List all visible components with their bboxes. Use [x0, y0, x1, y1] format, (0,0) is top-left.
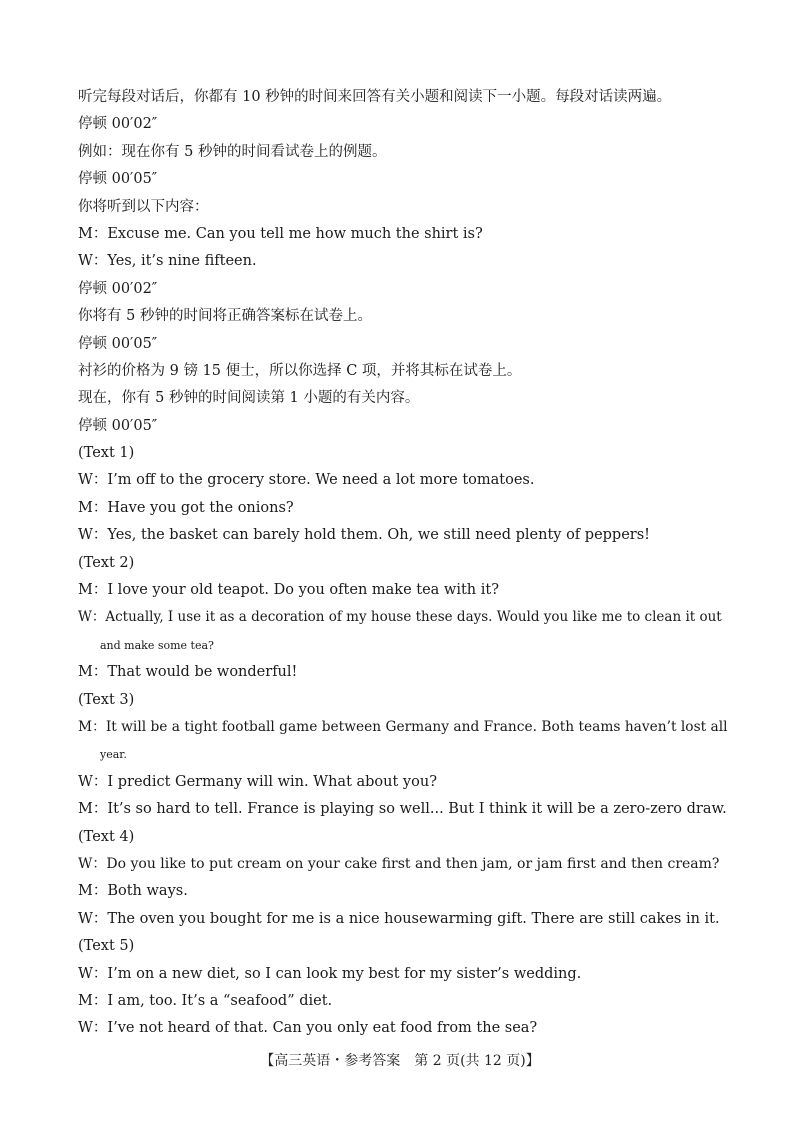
text-label: (Text 1): [78, 445, 135, 462]
dialogue-continuation: and make some tea?: [100, 638, 214, 652]
instruction-line: 衬衫的价格为 9 镑 15 便士，所以你选择 C 项，并将其标在试卷上。: [78, 362, 522, 379]
dialogue-line: M：Both ways.: [78, 883, 188, 900]
dialogue-line: W：Actually, I use it as a decoration of my house these days. Would you like me to clean it out: [78, 609, 722, 626]
dialogue-line: M：It’s so hard to tell. France is playing so well... But I think it will be a zero-zero draw.: [78, 801, 727, 818]
instruction-line: 你将有 5 秒钟的时间将正确答案标在试卷上。: [78, 308, 372, 325]
dialogue-line: W：I predict Germany will win. What about you?: [78, 773, 437, 790]
pause-line: 停顿 00′02″: [78, 280, 158, 297]
dialogue-line: W：The oven you bought for me is a nice housewarming gift. There are still cakes in it.: [78, 910, 720, 927]
dialogue-line: M：I love your old teapot. Do you often make tea with it?: [78, 582, 499, 599]
dialogue-line: W：I’ve not heard of that. Can you only eat food from the sea?: [78, 1020, 538, 1037]
text-label: (Text 2): [78, 554, 135, 571]
transcript-body: [78, 84, 728, 1043]
dialogue-line: W：I’m off to the grocery store. We need a lot more tomatoes.: [78, 472, 535, 489]
pause-line: 停顿 00′05″: [78, 171, 158, 188]
dialogue-line: M：That would be wonderful!: [78, 664, 298, 681]
pause-line: 停顿 00′05″: [78, 335, 158, 352]
pause-line: 停顿 00′02″: [78, 116, 158, 133]
instruction-line: 听完每段对话后，你都有 10 秒钟的时间来回答有关小题和阅读下一小题。每段对话读两遍。: [78, 89, 672, 105]
dialogue-line: W：I’m on a new diet, so I can look my best for my sister’s wedding.: [78, 965, 582, 982]
dialogue-line: M：Have you got the onions?: [78, 499, 294, 516]
dialogue-line: W：Yes, the basket can barely hold them. Oh, we still need plenty of peppers!: [78, 527, 650, 544]
text-label: (Text 3): [78, 691, 135, 708]
dialogue-line: M：Excuse me. Can you tell me how much the shirt is?: [78, 225, 483, 242]
text-label: (Text 5): [78, 938, 135, 955]
dialogue-line: M：It will be a tight football game between Germany and France. Both teams haven’t lost all: [78, 718, 728, 735]
dialogue-line: W：Do you like to put cream on your cake first and then jam, or jam first and then cream?: [78, 855, 720, 872]
text-label: (Text 4): [78, 828, 135, 845]
instruction-line: 例如：现在你有 5 秒钟的时间看试卷上的例题。: [78, 143, 387, 160]
page-footer: 【高三英语・参考答案 第 2 页(共 12 页)】: [260, 1053, 540, 1069]
dialogue-line: W：Yes, it’s nine fifteen.: [78, 253, 257, 270]
pause-line: 停顿 00′05″: [78, 417, 158, 434]
instruction-line: 现在，你有 5 秒钟的时间阅读第 1 小题的有关内容。: [78, 390, 420, 407]
dialogue-line: M：I am, too. It’s a “seafood” diet.: [78, 992, 333, 1009]
dialogue-continuation: year.: [100, 748, 127, 762]
instruction-line: 你将听到以下内容：: [78, 198, 209, 215]
